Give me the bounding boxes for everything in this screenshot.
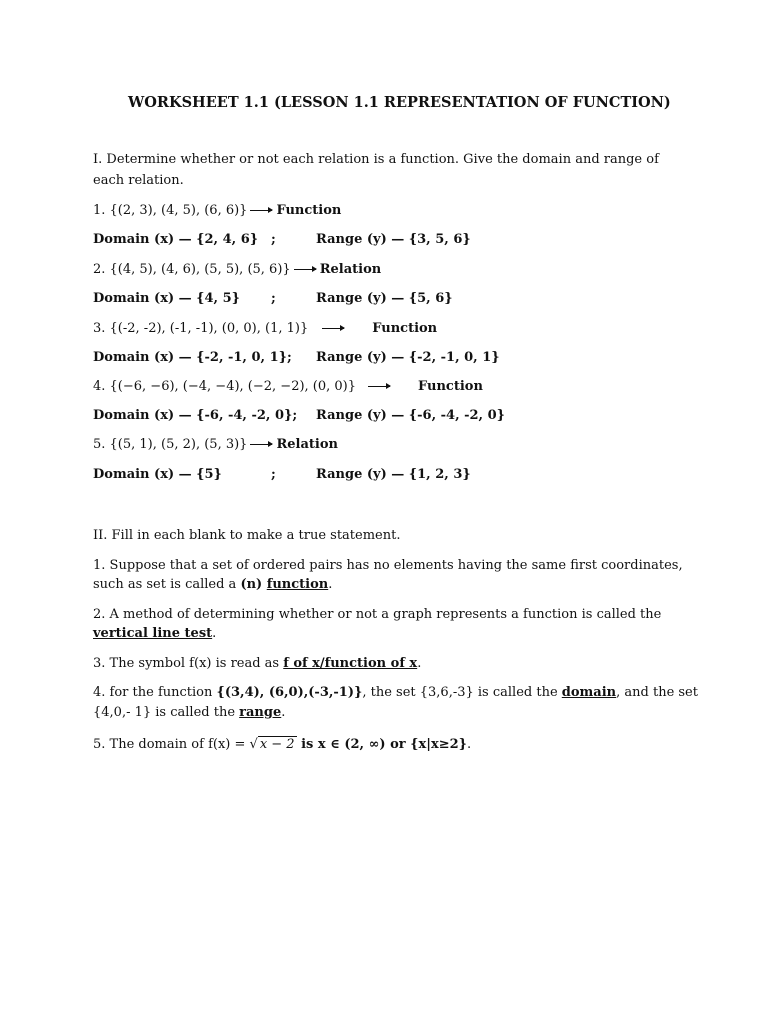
part1-instruction-line2: each relation. (93, 173, 184, 188)
relation-2-domain: Domain (x) — {4, 5} (93, 291, 241, 306)
question-1-line1: 1. Suppose that a set of ordered pairs has no elements having the same first coordinates, (93, 558, 683, 573)
relation-3-domain: Domain (x) — {-2, -1, 0, 1}; (93, 350, 292, 365)
question-4-period: . (281, 705, 286, 720)
relation-2 (93, 262, 381, 277)
question-2-line1: 2. A method of determining whether or not a graph represents a function is called the (93, 607, 662, 622)
relation-1-domain: Domain (x) — {2, 4, 6} (93, 232, 259, 247)
relation-1-separator: ; (271, 232, 276, 247)
question-5 (93, 737, 471, 752)
question-3 (93, 656, 421, 671)
question-1-text: such as set is called a (93, 577, 241, 592)
relation-4-domain: Domain (x) — {-6, -4, -2, 0}; (93, 408, 298, 423)
relation-4-set: 4. {(−6, −6), (−4, −4), (−2, −2), (0, 0)} (93, 379, 357, 394)
question-3-period: . (417, 656, 422, 671)
relation-5-range: Range (y) — {1, 2, 3} (316, 467, 471, 482)
relation-4-range: Range (y) — {-6, -4, -2, 0} (316, 408, 506, 423)
question-2-period: . (212, 626, 217, 641)
question-5-answer: ∈ (2, ∞) or {x|x≥2} (330, 737, 468, 752)
arrow-icon (250, 210, 272, 211)
question-1-period: . (328, 577, 333, 592)
relation-3-answer: Function (372, 321, 438, 336)
question-4-answer-range: range (239, 705, 282, 720)
question-5-text: 5. The domain of f(x) = (93, 737, 250, 752)
relation-5-domain: Domain (x) — {5} (93, 467, 222, 482)
relation-2-answer: Relation (319, 262, 382, 277)
question-4-line2 (93, 705, 285, 720)
question-4-text: 4. for the function (93, 685, 217, 700)
question-5-radicand: x − 2 (259, 737, 295, 752)
arrow-icon (368, 386, 390, 387)
relation-1 (93, 203, 341, 218)
relation-3 (93, 321, 437, 336)
relation-2-separator: ; (271, 291, 276, 306)
question-1-line2 (93, 577, 332, 592)
relation-5-answer: Relation (276, 437, 338, 452)
question-3-text: 3. The symbol f(x) is read as (93, 656, 284, 671)
relation-2-range: Range (y) — {5, 6} (316, 291, 453, 306)
relation-1-range: Range (y) — {3, 5, 6} (316, 232, 471, 247)
question-4-answer-domain: domain (561, 685, 617, 700)
question-1-answer: function (266, 577, 329, 592)
question-4-text-end: , and the set (616, 685, 698, 700)
relation-3-range: Range (y) — {-2, -1, 0, 1} (316, 350, 500, 365)
relation-5-set: 5. {(5, 1), (5, 2), (5, 3)} (93, 437, 248, 452)
question-4-line1 (93, 685, 698, 700)
question-4-text-mid: , the set {3,6,-3} is called the (362, 685, 562, 700)
relation-1-answer: Function (276, 203, 342, 218)
page-title: WORKSHEET 1.1 (LESSON 1.1 REPRESENTATION OF FUNCTION) (128, 94, 671, 111)
arrow-icon (250, 444, 272, 445)
question-4-set: {(3,4), (6,0),(-3,-1)} (216, 685, 363, 700)
relation-1-set: 1. {(2, 3), (4, 5), (6, 6)} (93, 203, 248, 218)
relation-5 (93, 437, 338, 452)
arrow-icon (322, 328, 344, 329)
part2-instruction: II. Fill in each blank to make a true statement. (93, 528, 401, 543)
relation-4-answer: Function (418, 379, 483, 394)
question-5-text-mid: is x (296, 737, 331, 752)
arrow-icon (294, 269, 316, 270)
relation-3-set: 3. {(-2, -2), (-1, -1), (0, 0), (1, 1)} (93, 321, 309, 336)
relation-5-separator: ; (271, 467, 276, 482)
question-1-article: (n) (240, 577, 267, 592)
question-4-text2: {4,0,- 1} is called the (93, 705, 240, 720)
relation-4 (93, 379, 483, 394)
question-5-period: . (467, 737, 472, 752)
question-3-answer: f of x/function of x (283, 656, 418, 671)
sqrt-icon: √ x − 2 (249, 737, 295, 752)
question-2-answer: vertical line test (93, 626, 213, 641)
question-2-line2 (93, 626, 216, 641)
relation-2-set: 2. {(4, 5), (4, 6), (5, 5), (5, 6)} (93, 262, 291, 277)
part1-instruction-line1: I. Determine whether or not each relation is a function. Give the domain and range of (93, 152, 659, 167)
